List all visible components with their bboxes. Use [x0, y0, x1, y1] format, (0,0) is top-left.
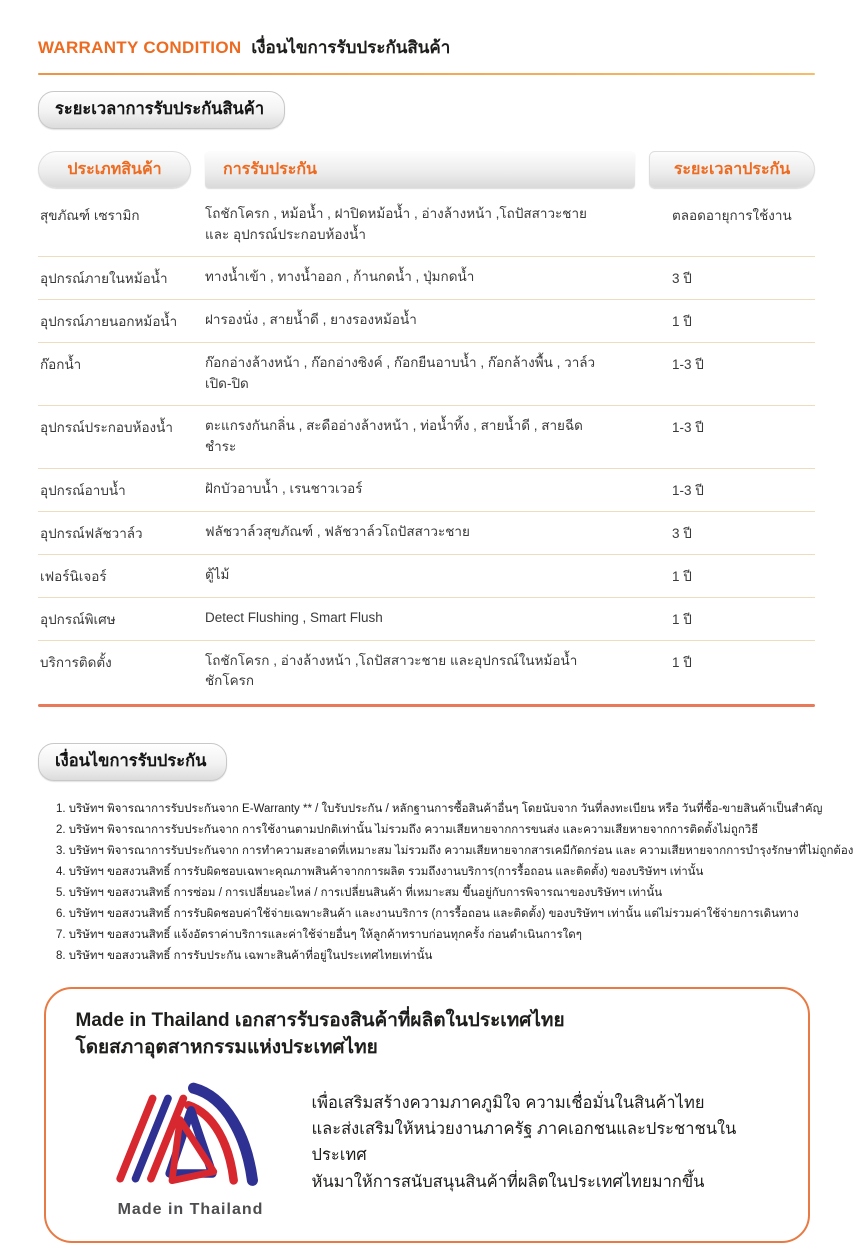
table-row	[38, 641, 815, 703]
title-divider	[38, 73, 815, 75]
coverage-cell: Detect Flushing , Smart Flush	[205, 609, 383, 625]
header-product-type: ประเภทสินค้า	[38, 151, 191, 188]
condition-item: 6. บริษัทฯ ขอสงวนสิทธิ์ การรับผิดชอบค่าใช้จ่ายเฉพาะสินค้า และงานบริการ (การรื้อถอน และติดตั้ง) ของบริษัทฯ เท่านั้น แต่ไม่รวมค่าใช้จ่ายการเดินทาง	[56, 907, 799, 920]
coverage-cell: ตะแกรงกันกลิ่น , สะดืออ่างล้างหน้า , ท่อน้ำทิ้ง , สายน้ำดี , สายฉีดชำระ	[205, 417, 583, 454]
made-in-thailand-box	[44, 987, 810, 1243]
warranty-table-body	[38, 194, 815, 702]
period-cell: ตลอดอายุการใช้งาน	[672, 208, 792, 223]
table-row	[38, 598, 815, 641]
product-type-cell: อุปกรณ์ประกอบห้องน้ำ	[40, 419, 173, 435]
mit-heading	[76, 1007, 778, 1062]
mit-logo-caption: Made in Thailand	[117, 1200, 264, 1218]
mit-paragraph-line1: เพื่อเสริมสร้างความภาคภูมิใจ ความเชื่อมั่นในสินค้าไทย	[311, 1093, 705, 1112]
coverage-cell: ก๊อกอ่างล้างหน้า , ก๊อกอ่างซิงค์ , ก๊อกยืนอาบน้ำ , ก๊อกล้างพื้น , วาล์วเปิด-ปิด	[205, 354, 596, 391]
made-in-thailand-logo	[76, 1066, 306, 1219]
table-row	[38, 512, 815, 555]
page-title-thai: เงื่อนไขการรับประกันสินค้า	[251, 38, 451, 57]
product-type-cell: เฟอร์นิเจอร์	[40, 568, 107, 584]
product-type-cell: อุปกรณ์อาบน้ำ	[40, 482, 126, 498]
conditions-list	[56, 799, 853, 966]
mit-paragraph-line2: และส่งเสริมให้หน่วยงานภาครัฐ ภาคเอกชนและประชาชนในประเทศ	[311, 1119, 737, 1165]
condition-item: 4. บริษัทฯ ขอสงวนสิทธิ์ การรับผิดชอบเฉพาะคุณภาพสินค้าจากการผลิต รวมถึงงานบริการ(การรื้อถอน และติดตั้ง) ของบริษัทฯ เท่านั้น	[56, 866, 704, 879]
page-title-english: WARRANTY CONDITION	[38, 38, 242, 57]
product-type-cell: บริการติดตั้ง	[40, 654, 112, 670]
table-row	[38, 406, 815, 469]
condition-item: 3. บริษัทฯ พิจารณาการรับประกันจาก การทำความสะอาดที่เหมาะสม ไม่รวมถึง ความเสียหายจากสารเคมีกัดกร่อน และ ความเสียหายจากการบำรุงรักษาที่ไม่ถูกต้อง	[56, 845, 853, 858]
period-cell: 3 ปี	[672, 525, 692, 541]
product-type-cell: สุขภัณฑ์ เซรามิก	[40, 208, 140, 223]
mit-paragraph-line3: หันมาให้การสนับสนุนสินค้าที่ผลิตในประเทศไทยมากขึ้น	[311, 1172, 705, 1191]
condition-item: 7. บริษัทฯ ขอสงวนสิทธิ์ แจ้งอัตราค่าบริการและค่าใช้จ่ายอื่นๆ ให้ลูกค้าทราบก่อนทุกครั้ง ก่อนดำเนินการใดๆ	[56, 928, 582, 941]
warranty-period-section-title: ระยะเวลาการรับประกันสินค้า	[38, 91, 285, 129]
table-row	[38, 194, 815, 257]
table-row	[38, 469, 815, 512]
coverage-cell: ทางน้ำเข้า , ทางน้ำออก , ก้านกดน้ำ , ปุ่มกดน้ำ	[205, 268, 475, 284]
coverage-cell: ฝักบัวอาบน้ำ , เรนชาวเวอร์	[205, 480, 363, 496]
conditions-section-title: เงื่อนไขการรับประกัน	[38, 743, 227, 781]
warranty-table	[38, 151, 815, 707]
condition-item: 2. บริษัทฯ พิจารณาการรับประกันจาก การใช้งานตามปกติเท่านั้น ไม่รวมถึง ความเสียหายจากการขนส่ง และความเสียหายจากการติดตั้งไม่ถูกวิธี	[56, 824, 759, 837]
conditions-section	[38, 727, 853, 966]
product-type-cell: อุปกรณ์พิเศษ	[40, 611, 116, 627]
coverage-cell: ตู้ไม้	[205, 566, 230, 582]
period-cell: 1-3 ปี	[672, 482, 704, 498]
product-type-cell: อุปกรณ์ภายนอกหม้อน้ำ	[40, 313, 178, 329]
period-cell: 1-3 ปี	[672, 356, 704, 372]
coverage-cell: ฝารองนั่ง , สายน้ำดี , ยางรองหม้อน้ำ	[205, 311, 417, 327]
period-cell: 1 ปี	[672, 611, 692, 627]
table-row	[38, 343, 815, 406]
table-bottom-divider	[38, 704, 815, 707]
table-row	[38, 555, 815, 598]
coverage-cell: โถชักโครก , หม้อน้ำ , ฝาปิดหม้อน้ำ , อ่างล้างหน้า ,โถปัสสาวะชาย และ อุปกรณ์ประกอบห้องน้ำ	[205, 206, 587, 242]
period-cell: 1 ปี	[672, 313, 692, 329]
mit-body	[76, 1066, 778, 1219]
period-cell: 1-3 ปี	[672, 419, 704, 435]
condition-item: 1. บริษัทฯ พิจารณาการรับประกันจาก E-Warranty ** / ใบรับประกัน / หลักฐานการซื้อสินค้าอื่นๆ โดยนับจาก วันที่ลงทะเบียน หรือ วันที่ซื้อ-ขายสินค้าเป็นสำคัญ	[56, 803, 823, 816]
condition-item: 5. บริษัทฯ ขอสงวนสิทธิ์ การซ่อม / การเปลี่ยนอะไหล่ / การเปลี่ยนสินค้า ที่เหมาะสม ขึ้นอยู่กับการพิจารณาของบริษัทฯ เท่านั้น	[56, 887, 663, 900]
mit-paragraph	[306, 1090, 778, 1196]
coverage-cell: โถชักโครก , อ่างล้างหน้า ,โถปัสสาวะชาย และอุปกรณ์ในหม้อน้ำชักโครก	[205, 652, 578, 689]
condition-item: 8. บริษัทฯ ขอสงวนสิทธิ์ การรับประกัน เฉพาะสินค้าที่อยู่ในประเทศไทยเท่านั้น	[56, 949, 433, 962]
product-type-cell: ก๊อกน้ำ	[40, 356, 82, 372]
product-type-cell: อุปกรณ์ฟลัชวาล์ว	[40, 525, 143, 541]
mit-logo-icon	[98, 1066, 284, 1194]
header-period: ระยะเวลาประกัน	[649, 151, 815, 188]
warranty-table-header	[38, 151, 815, 188]
header-coverage: การรับประกัน	[205, 151, 635, 188]
table-row	[38, 257, 815, 300]
period-cell: 3 ปี	[672, 270, 692, 286]
coverage-cell: ฟลัชวาล์วสุขภัณฑ์ , ฟลัชวาล์วโถปัสสาวะชาย	[205, 523, 470, 539]
table-row	[38, 300, 815, 343]
product-type-cell: อุปกรณ์ภายในหม้อน้ำ	[40, 270, 168, 286]
mit-heading-line2: โดยสภาอุตสาหกรรมแห่งประเทศไทย	[75, 1037, 378, 1059]
mit-heading-line1: Made in Thailand เอกสารรับรองสินค้าที่ผลิตในประเทศไทย	[75, 1009, 565, 1031]
period-cell: 1 ปี	[672, 568, 692, 584]
page-title	[38, 34, 815, 61]
period-cell: 1 ปี	[672, 654, 692, 670]
